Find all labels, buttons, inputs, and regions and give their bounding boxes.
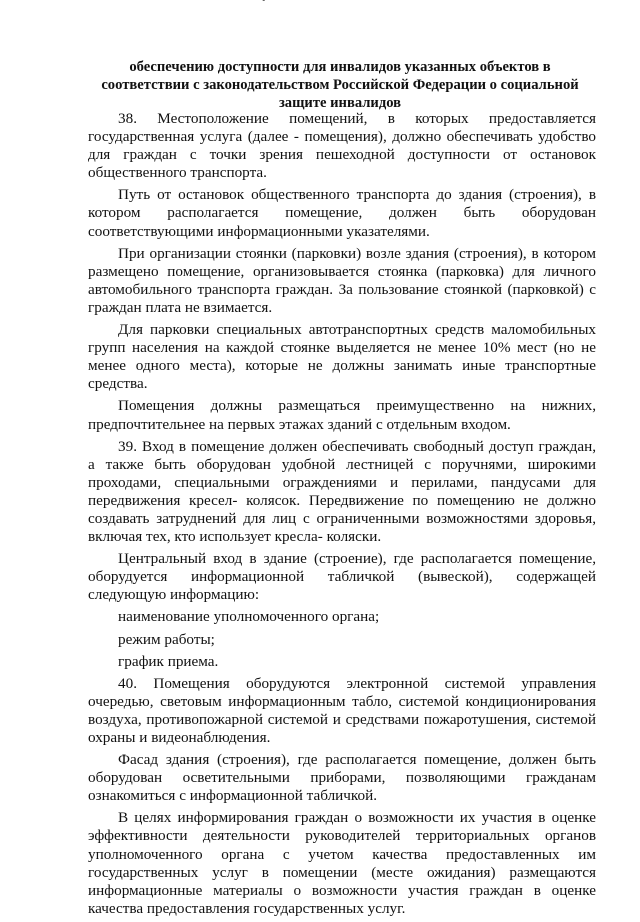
list-item: график приема. [118,652,219,670]
section-heading [80,58,600,112]
paragraph-floors: Помещения должны размещаться преимущественно на нижних, предпочтительнее на первых этажах зданий с отдельным входом. [88,397,596,433]
paragraph-parking: При организации стоянки (парковки) возле здания (строения), в котором размещено помещение, организовывается стоянка (парковка) для личного автомобильного транспорта граждан. За пользование стоянкой (парковкой) с граждан плата не взимается. [88,244,596,316]
list-item: режим работы; [118,630,215,648]
heading-line: обеспечению доступности для инвалидов указанных объектов в [129,59,551,75]
paragraph-39: 39. Вход в помещение должен обеспечивать свободный доступ граждан, а также быть оборудован удобной лестницей с поручнями, широкими проходами, специальными ограждениями и перилами, пандусами для передвижения кресел- колясок. Передвижение по помещению не должно создавать затруднений для лиц с ограниченными возможностями здоровья, включая тех, кто использует кресла- коляски. [88,437,596,546]
paragraph-40: 40. Помещения оборудуются электронной системой управления очередью, световым информационным табло, системой кондиционирования воздуха, противопожарной системой и средствами пожаротушения, системой охраны и видеонаблюдения. [88,674,596,746]
scan-mark: ˇ [262,0,266,10]
heading-line: защите инвалидов [278,95,402,111]
heading-line: соответствии с законодательством Российской Федерации о социальной [101,77,579,93]
paragraph-informing: В целях информирования граждан о возможности их участия в оценке эффективности деятельности руководителей территориальных органов уполномоченного органа с учетом качества предоставленных им государственных услуг в помещении (месте ожидания) размещаются информационные материалы о возможности участия граждан в оценке качества предоставления государственных услуг. [88,809,596,917]
paragraph-facade: Фасад здания (строения), где располагается помещение, должен быть оборудован осветительными приборами, позволяющими гражданам ознакомиться с информационной табличкой. [88,751,596,805]
document-body [88,110,596,922]
paragraph-transport-path: Путь от остановок общественного транспорта до здания (строения), в котором располагается помещение, должен быть оборудован соответствующими информационными указателями. [88,186,596,240]
paragraph-38: 38. Местоположение помещений, в которых предоставляется государственная услуга (далее - помещения), должно обеспечивать удобство для граждан с точки зрения пешеходной доступности от остановок общественного транспорта. [88,110,596,182]
paragraph-central-entrance: Центральный вход в здание (строение), где располагается помещение, оборудуется информационной табличкой (вывеской), содержащей следующую информацию: [88,550,596,604]
list-item: наименование уполномоченного органа; [118,608,380,626]
paragraph-special-parking: Для парковки специальных автотранспортных средств маломобильных групп населения на каждой стоянке выделяется не менее 10% мест (но не менее одного места), которые не должны занимать иные транспортные средства. [88,321,596,393]
